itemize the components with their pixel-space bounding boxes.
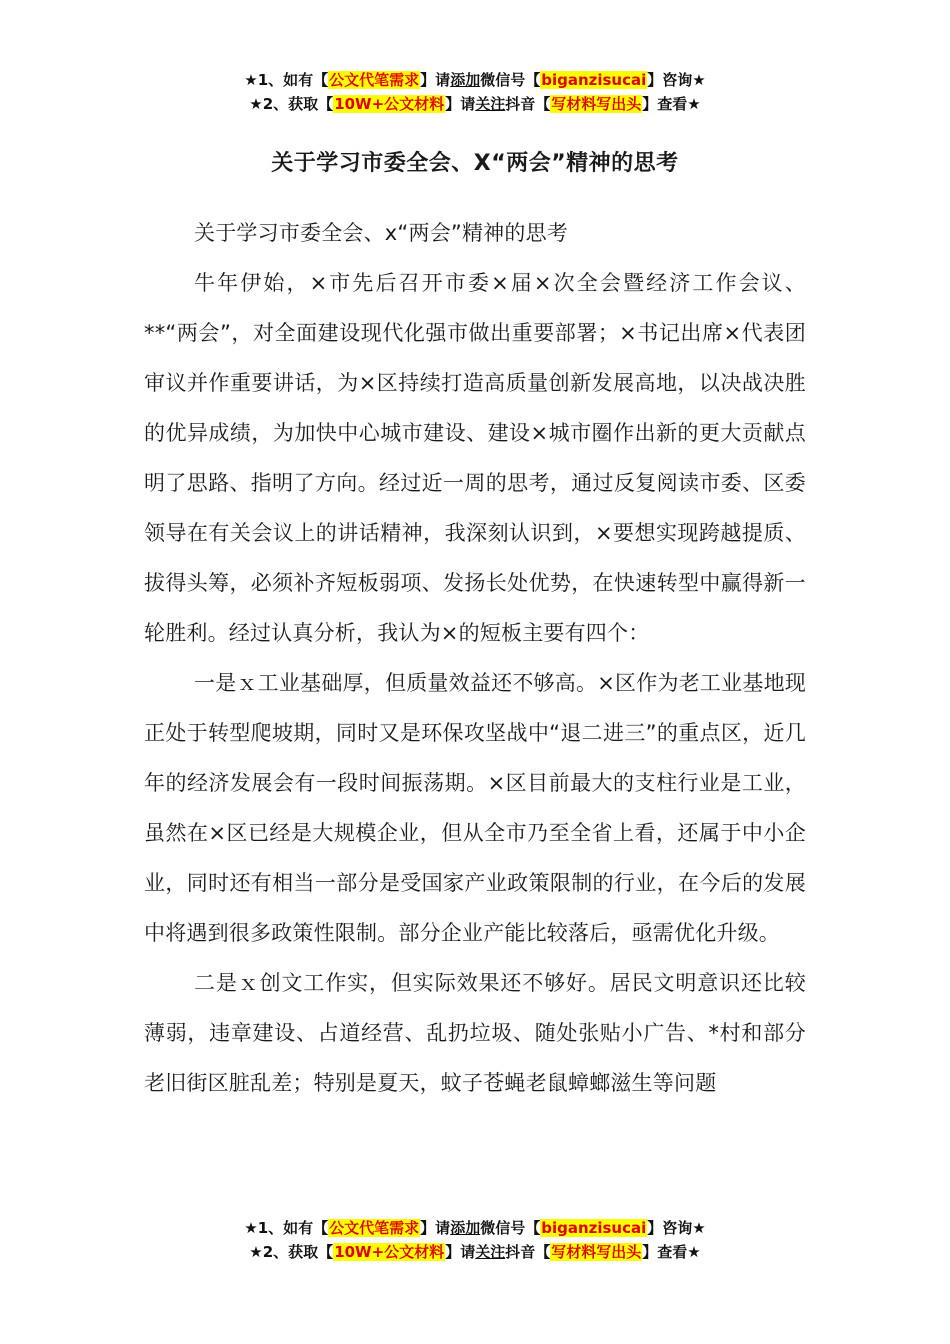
banner-text: 】咨询★ [647, 71, 706, 89]
banner-highlight: 写材料写出头 [551, 1243, 642, 1261]
banner-highlight: 10W+公文材料 [334, 1243, 445, 1261]
header-banner [0, 68, 950, 116]
banner-text: ★1、如有【 [244, 1219, 329, 1237]
footer-banner-line-2 [0, 1240, 950, 1264]
paragraph: 牛年伊始，×市先后召开市委×届×次全会暨经济工作会议、**“两会”，对全面建设现代化强市做出重要部署；×书记出席×代表团审议并作重要讲话，为×区持续打造高质量创新发展高地，以决战决胜的优异成绩，为加快中心城市建设、建设×城市圈作出新的更大贡献点明了思路、指明了方向。经过近一周的思考，通过反复阅读市委、区委领导在有关会议上的讲话精神，我深刻认识到，×要想实现跨越提质、拔得头筹，必须补齐短板弱项、发扬长处优势，在快速转型中赢得新一轮胜利。经过认真分析，我认为×的短板主要有四个： [144, 271, 806, 645]
banner-highlight: 写材料写出头 [551, 95, 642, 113]
paragraph: 一是ｘ工业基础厚，但质量效益还不够高。×区作为老工业基地现正处于转型爬坡期，同时又是环保攻坚战中“退二进三”的重点区，近几年的经济发展会有一段时间振荡期。×区目前最大的支柱行业是工业，虽然在×区已经是大规模企业，但从全市乃至全省上看，还属于中小企业，同时还有相当一部分是受国家产业政策限制的行业，在今后的发展中将遇到很多政策性限制。部分企业产能比较落后，亟需优化升级。 [144, 671, 806, 945]
header-banner-line-1 [0, 68, 950, 92]
banner-text: 抖音【 [505, 95, 551, 113]
paragraph: 二是ｘ创文工作实，但实际效果还不够好。居民文明意识还比较薄弱，违章建设、占道经营、乱扔垃圾、随处张贴小广告、*村和部分老旧街区脏乱差；特别是夏天，蚊子苍蝇老鼠蟑螂滋生等问题 [144, 971, 806, 1095]
banner-highlight: 公文代笔需求 [329, 71, 420, 89]
banner-text: 】请 [420, 1219, 451, 1237]
footer-banner [0, 1216, 950, 1264]
banner-highlight: biganzisucai [541, 71, 647, 89]
banner-highlight: biganzisucai [541, 1219, 647, 1237]
header-banner-line-2 [0, 92, 950, 116]
banner-text: ★2、获取【 [249, 1243, 334, 1261]
banner-underlined-text: 添加 [450, 1219, 481, 1237]
banner-text: 】请 [445, 1243, 476, 1261]
banner-underlined-text: 关注 [475, 1243, 506, 1261]
banner-text: 微信号【 [480, 1219, 541, 1237]
banner-underlined-text: 添加 [450, 71, 481, 89]
banner-text: 微信号【 [480, 71, 541, 89]
document-title: 关于学习市委全会、X“两会”精神的思考 [271, 151, 679, 176]
footer-banner-line-1 [0, 1216, 950, 1240]
banner-underlined-text: 关注 [475, 95, 506, 113]
banner-text: 】请 [445, 95, 476, 113]
document-body [144, 208, 806, 1108]
banner-text: 】请 [420, 71, 451, 89]
banner-text: 】查看★ [642, 1243, 701, 1261]
banner-highlight: 10W+公文材料 [334, 95, 445, 113]
banner-text: ★2、获取【 [249, 95, 334, 113]
banner-highlight: 公文代笔需求 [329, 1219, 420, 1237]
banner-text: 】咨询★ [647, 1219, 706, 1237]
banner-text: ★1、如有【 [244, 71, 329, 89]
banner-text: 】查看★ [642, 95, 701, 113]
banner-text: 抖音【 [505, 1243, 551, 1261]
paragraph-subtitle: 关于学习市委全会、x“两会”精神的思考 [194, 221, 568, 245]
